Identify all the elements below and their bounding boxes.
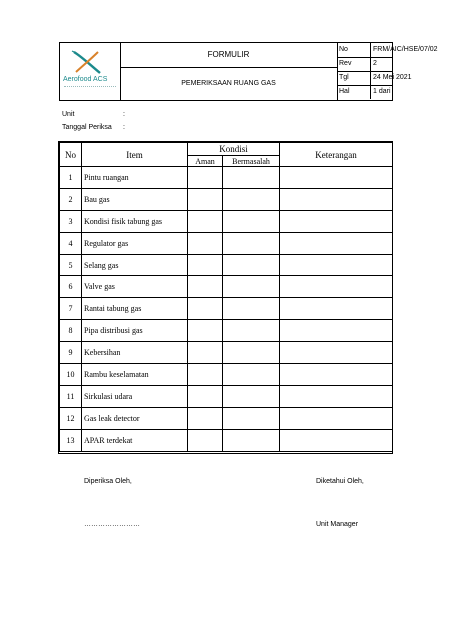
doc-info [337, 43, 438, 100]
bermasalah-cell[interactable] [223, 364, 280, 386]
aman-cell[interactable] [188, 407, 223, 429]
signature-dots: …………………… [84, 521, 140, 528]
doc-info-row [337, 43, 438, 58]
row-item: Rantai tabung gas [82, 298, 188, 320]
row-no: 8 [60, 320, 82, 342]
doc-info-value: 24 Mei 2021 [373, 74, 412, 81]
bermasalah-cell[interactable] [223, 429, 280, 451]
aman-cell[interactable] [188, 320, 223, 342]
row-item: Gas leak detector [82, 407, 188, 429]
doc-info-row [337, 85, 392, 99]
row-item: Valve gas [82, 276, 188, 298]
logo-cell [60, 43, 121, 100]
unit-colon: : [123, 111, 125, 118]
aman-cell[interactable] [188, 232, 223, 254]
table-row [60, 188, 393, 210]
bermasalah-cell[interactable] [223, 320, 280, 342]
col-keterangan-header: Keterangan [280, 143, 393, 167]
acknowledged-by-label: Diketahui Oleh, [316, 478, 364, 485]
col-aman-header: Aman [188, 156, 223, 167]
row-no: 4 [60, 232, 82, 254]
bermasalah-cell[interactable] [223, 188, 280, 210]
logo-text: Aerofood ACS [63, 76, 108, 83]
table-row [60, 385, 393, 407]
row-item: APAR terdekat [82, 429, 188, 451]
doc-info-row [337, 71, 412, 86]
bermasalah-cell[interactable] [223, 276, 280, 298]
col-no-header: No [60, 143, 82, 167]
keterangan-cell[interactable] [280, 342, 393, 364]
row-item: Regulator gas [82, 232, 188, 254]
row-no: 1 [60, 167, 82, 189]
row-no: 10 [60, 364, 82, 386]
row-no: 6 [60, 276, 82, 298]
aman-cell[interactable] [188, 167, 223, 189]
bermasalah-cell[interactable] [223, 385, 280, 407]
keterangan-cell[interactable] [280, 254, 393, 276]
form-header [59, 42, 438, 101]
aman-cell[interactable] [188, 254, 223, 276]
table-row [60, 429, 393, 451]
table-row [60, 167, 393, 189]
checked-by-label: Diperiksa Oleh, [84, 478, 132, 485]
aman-cell[interactable] [188, 276, 223, 298]
doc-info-key: Hal [339, 88, 350, 95]
aman-cell[interactable] [188, 210, 223, 232]
row-no: 2 [60, 188, 82, 210]
aerofood-logo-icon [68, 49, 108, 75]
row-item: Pipa distribusi gas [82, 320, 188, 342]
row-item: Sirkulasi udara [82, 385, 188, 407]
row-item: Kondisi fisik tabung gas [82, 210, 188, 232]
row-no: 3 [60, 210, 82, 232]
row-item: Bau gas [82, 188, 188, 210]
bermasalah-cell[interactable] [223, 232, 280, 254]
table-row [60, 232, 393, 254]
bermasalah-cell[interactable] [223, 254, 280, 276]
bermasalah-cell[interactable] [223, 210, 280, 232]
form-title: PEMERIKSAAN RUANG GAS [181, 80, 276, 87]
form-label: FORMULIR [120, 43, 337, 68]
aman-cell[interactable] [188, 188, 223, 210]
aman-cell[interactable] [188, 429, 223, 451]
row-no: 11 [60, 385, 82, 407]
keterangan-cell[interactable] [280, 232, 393, 254]
row-item: Kebersihan [82, 342, 188, 364]
unit-label: Unit [62, 111, 75, 118]
doc-info-value: FRM/AIC/HSE/07/02 [373, 46, 438, 53]
bermasalah-cell[interactable] [223, 167, 280, 189]
date-colon: : [123, 124, 125, 131]
table-row [60, 254, 393, 276]
keterangan-cell[interactable] [280, 276, 393, 298]
table-row [60, 276, 393, 298]
table-row [60, 364, 393, 386]
doc-info-key: Rev [339, 60, 352, 67]
keterangan-cell[interactable] [280, 298, 393, 320]
row-no: 7 [60, 298, 82, 320]
aman-cell[interactable] [188, 385, 223, 407]
title-cell [120, 43, 338, 100]
table-row [60, 342, 393, 364]
doc-info-value: 2 [373, 60, 377, 67]
row-no: 5 [60, 254, 82, 276]
aman-cell[interactable] [188, 364, 223, 386]
date-label: Tanggal Periksa [62, 124, 112, 131]
table-row [60, 320, 393, 342]
keterangan-cell[interactable] [280, 167, 393, 189]
aman-cell[interactable] [188, 342, 223, 364]
keterangan-cell[interactable] [280, 210, 393, 232]
table-row [60, 298, 393, 320]
col-bermasalah-header: Bermasalah [223, 156, 280, 167]
keterangan-cell[interactable] [280, 385, 393, 407]
row-item: Rambu keselamatan [82, 364, 188, 386]
col-kondisi-header: Kondisi [188, 143, 280, 156]
doc-info-key: Tgl [339, 74, 349, 81]
table-row [60, 407, 393, 429]
keterangan-cell[interactable] [280, 188, 393, 210]
doc-info-value: 1 dari [373, 88, 391, 95]
doc-info-key: No [339, 46, 348, 53]
keterangan-cell[interactable] [280, 364, 393, 386]
keterangan-cell[interactable] [280, 320, 393, 342]
aman-cell[interactable] [188, 298, 223, 320]
row-no: 9 [60, 342, 82, 364]
bermasalah-cell[interactable] [223, 407, 280, 429]
row-no: 13 [60, 429, 82, 451]
row-item: Pintu ruangan [82, 167, 188, 189]
row-no: 12 [60, 407, 82, 429]
row-item: Selang gas [82, 254, 188, 276]
doc-info-row [337, 57, 392, 72]
col-item-header: Item [82, 143, 188, 167]
table-row [60, 210, 393, 232]
unit-manager-label: Unit Manager [316, 521, 359, 528]
logo-tagline-line [64, 86, 116, 88]
bermasalah-cell[interactable] [223, 342, 280, 364]
inspection-table [59, 142, 393, 452]
keterangan-cell[interactable] [280, 429, 393, 451]
bermasalah-cell[interactable] [223, 298, 280, 320]
keterangan-cell[interactable] [280, 407, 393, 429]
